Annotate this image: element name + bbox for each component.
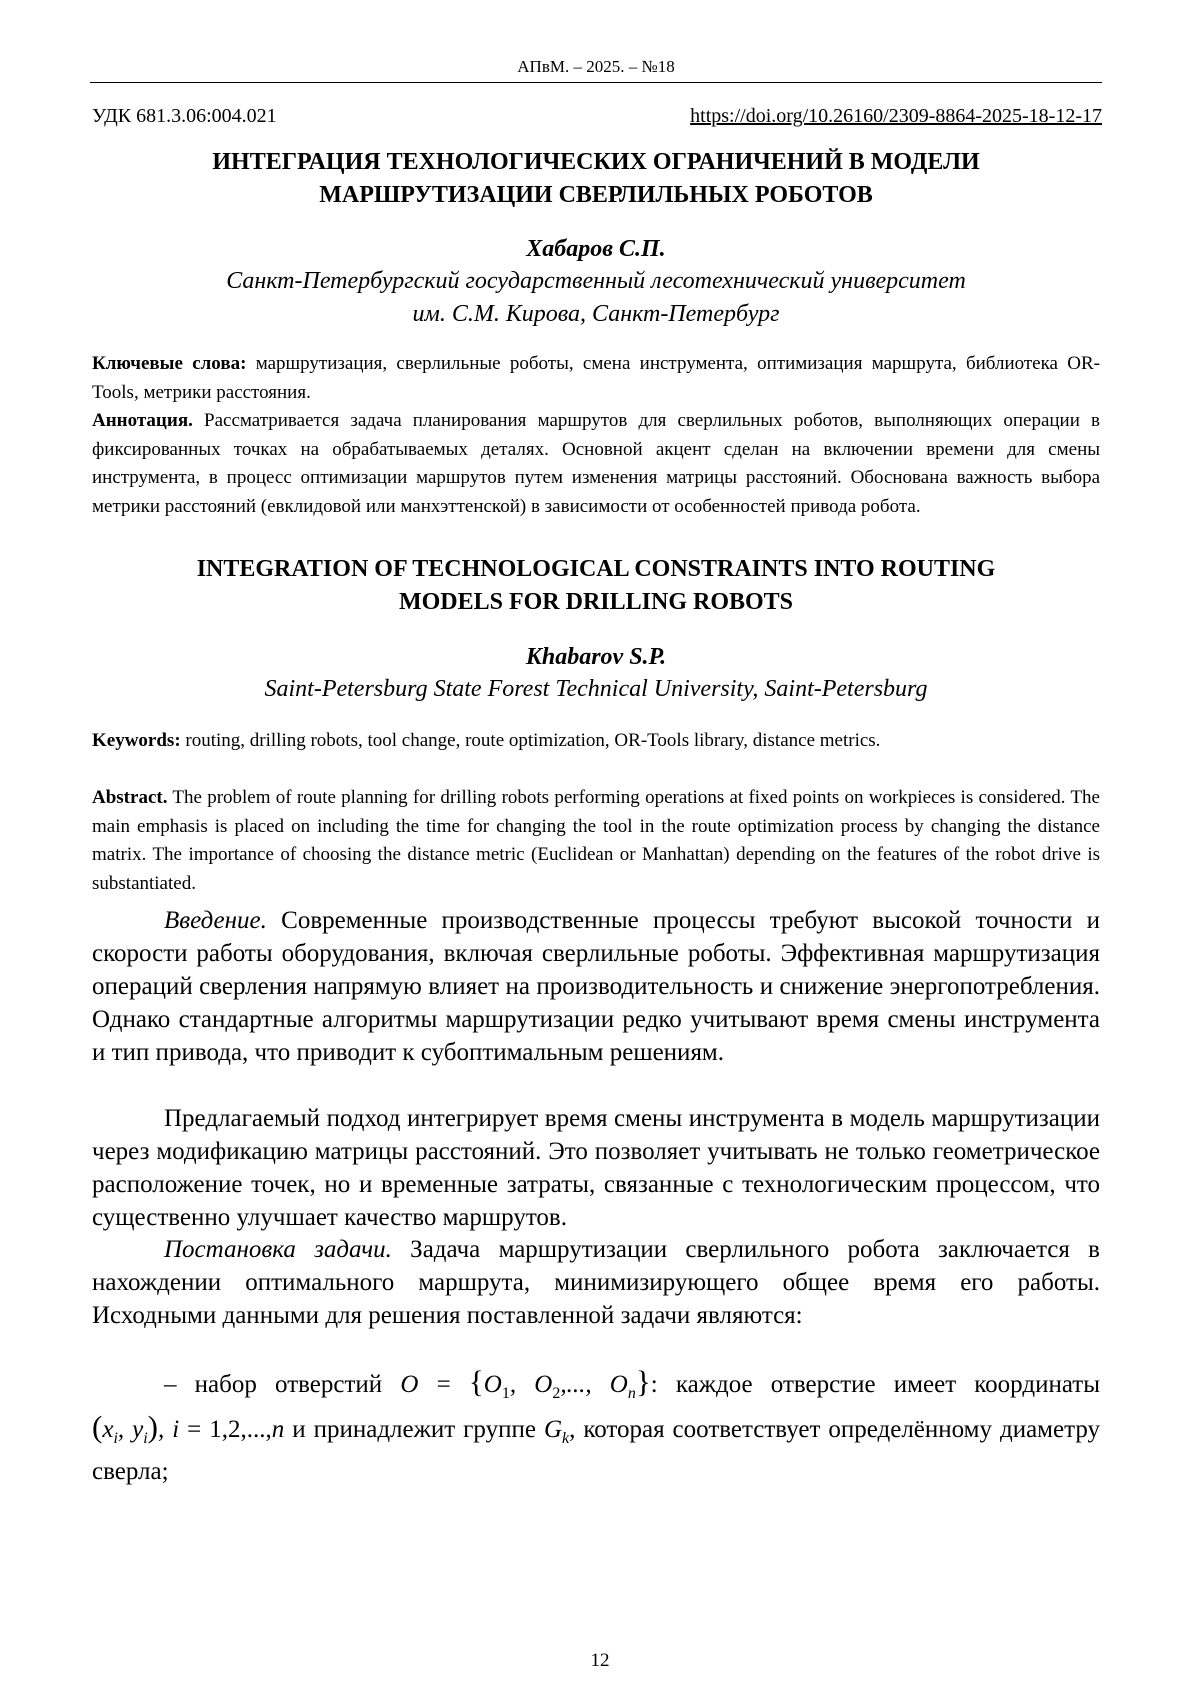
approach-paragraph: Предлагаемый подход интегрирует время смены инструмента в модель маршрутизации через модификацию матрицы расстояний. Это позволяет учитывать не только геометрическое расположение точек, но и временные затраты, связанные с технологическим процессом, что существенно улучшает качество маршрутов. [92,1102,1100,1234]
ru-title-line-2: МАРШРУТИЗАЦИИ СВЕРЛИЛЬНЫХ РОБОТОВ [90,179,1102,212]
ru-title [90,146,1102,212]
en-keywords-text: routing, drilling robots, tool change, route optimization, OR-Tools library, distance metrics. [185,730,880,751]
ru-affiliation-line-1: Санкт-Петербургский государственный лесотехнический университет [90,265,1102,298]
ru-affiliation [90,265,1102,331]
ru-keywords [92,350,1100,407]
bullet-prefix: – набор отверстий [164,1371,382,1398]
problem-text: Задача маршрутизации сверлильного робота заключается в нахождении оптимального маршрута, минимизирующего общее время его работы. Исходными данными для решения поставленной задачи являются: [92,1236,1100,1329]
en-title-line-1: INTEGRATION OF TECHNOLOGICAL CONSTRAINTS INTO ROUTING [90,553,1102,586]
en-abstract [92,784,1100,898]
holes-list-item [92,1365,1100,1488]
ru-keywords-label: Ключевые слова: [92,353,246,374]
bullet-mid-3: , которая соответствует определённому диаметру сверла; [92,1416,1100,1485]
paper-page [0,0,1200,1698]
ru-abstract-text: Рассматривается задача планирования маршрутов для сверлильных роботов, выполняющих операции в фиксированных точках на обрабатываемых деталях. Основной акцент сделан на включении времени для смены инструмента, в процесс оптимизации маршрутов путем изменения матрицы расстояний. Обоснована важность выбора метрики расстояний (евклидовой или манхэттенской) в зависимости от особенностей привода робота. [92,410,1100,517]
intro-heading: Введение. [164,907,267,934]
bullet-mid-2: и принадлежит группе [292,1416,536,1443]
ru-title-line-1: ИНТЕГРАЦИЯ ТЕХНОЛОГИЧЕСКИХ ОГРАНИЧЕНИЙ В МОДЕЛИ [90,146,1102,179]
en-abstract-text: The problem of route planning for drilling robots performing operations at fixed points on workpieces is considered. The main emphasis is placed on including the time for changing the tool in the route optimization process by changing the distance matrix. The importance of choosing the distance metric (Euclidean or Manhattan) depending on the features of the robot drive is substantiated. [92,787,1100,894]
en-affiliation: Saint-Petersburg State Forest Technical University, Saint-Petersburg [90,673,1102,706]
en-title [90,553,1102,619]
en-keywords [92,727,1100,756]
bullet-mid-1: : каждое отверстие имеет координаты [651,1371,1100,1398]
holes-set-formula: O = {O1, O2,..., On} [400,1371,650,1398]
en-keywords-label: Keywords: [92,730,181,751]
page-number: 12 [0,1650,1200,1672]
en-abstract-label: Abstract. [92,787,167,808]
group-formula: Gk [544,1416,569,1443]
ru-affiliation-line-2: им. С.М. Кирова, Санкт-Петербург [90,298,1102,331]
udc-code: УДК 681.3.06:004.021 [92,105,277,128]
ru-abstract [92,407,1100,521]
en-title-line-2: MODELS FOR DRILLING ROBOTS [90,586,1102,619]
en-author: Khabarov S.P. [90,644,1102,671]
intro-text: Современные производственные процессы требуют высокой точности и скорости работы оборудования, включая сверлильные роботы. Эффективная маршрутизация операций сверления напрямую влияет на производительность и снижение энергопотребления. Однако стандартные алгоритмы маршрутизации редко учитывают время смены инструмента и тип привода, что приводит к субоптимальным решениям. [92,907,1100,1066]
ru-abstract-label: Аннотация. [92,410,193,431]
problem-heading: Постановка задачи. [164,1236,392,1263]
intro-paragraph [92,904,1100,1069]
header-rule [90,82,1102,83]
problem-paragraph [92,1233,1100,1332]
doi-link[interactable]: https://doi.org/10.26160/2309-8864-2025-18-12-17 [690,105,1102,128]
ru-keywords-text: маршрутизация, сверлильные роботы, смена инструмента, оптимизация маршрута, библиотека OR-Tools, метрики расстояния. [92,353,1100,403]
ru-author: Хабаров С.П. [90,236,1102,263]
journal-header: АПвМ. – 2025. – №18 [90,57,1102,77]
coordinates-formula: (xi, yi), i = 1,2,...,n [92,1416,284,1443]
